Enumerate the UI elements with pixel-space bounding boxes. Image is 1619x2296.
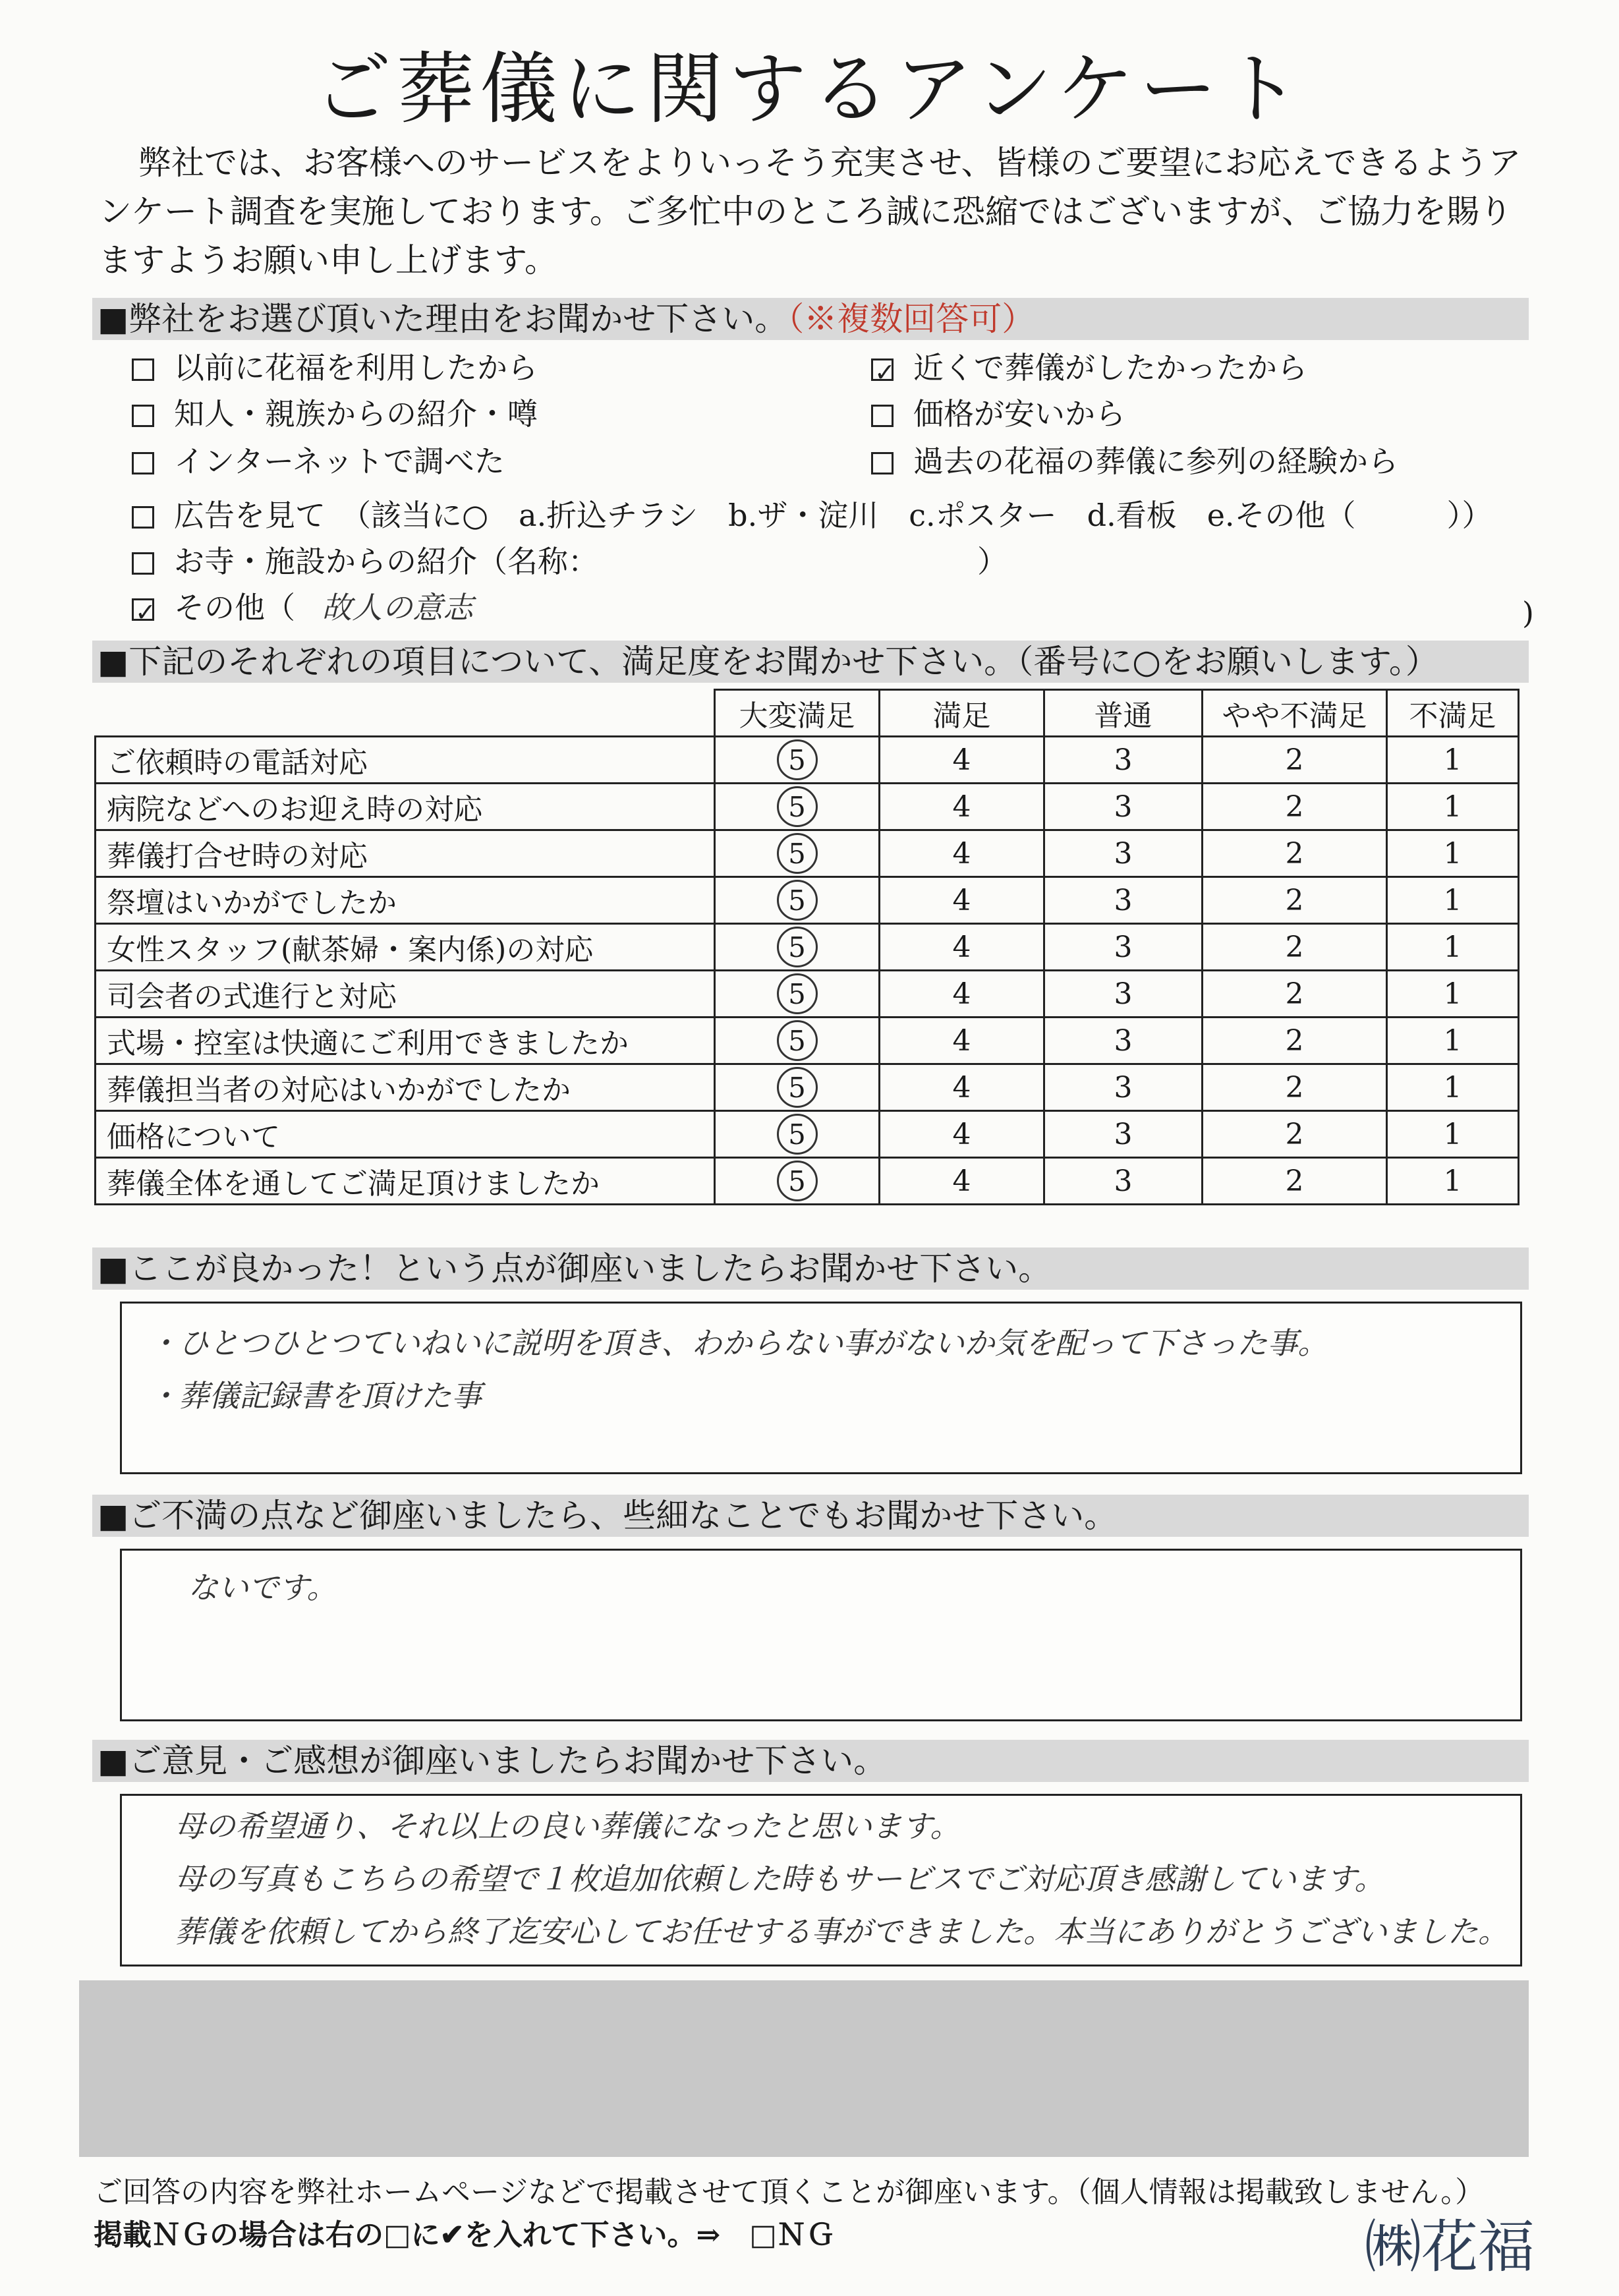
rating-5-circled[interactable]: 5 xyxy=(777,1114,818,1155)
section5-title: ■ご意見・ご感想が御座いましたらお聞かせ下さい。 xyxy=(98,1742,887,1780)
table-row: 病院などへのお迎え時の対応 5 4 3 2 1 xyxy=(96,784,1519,830)
satisfaction-table xyxy=(94,689,1520,1205)
reason-item-referral[interactable]: 知人・親族からの紹介・噂 xyxy=(132,394,538,434)
redacted-area xyxy=(79,1980,1529,2157)
table-row: 式場・控室は快適にご利用できましたか 5 4 3 2 1 xyxy=(96,1018,1519,1064)
reason-item-other[interactable]: ✓その他（ 故人の意志 xyxy=(132,588,473,627)
section3-title: ■ここが良かった！という点が御座いましたらお聞かせ下さい。 xyxy=(98,1249,1052,1288)
header-somewhat-dissatisfied: やや不満足 xyxy=(1203,690,1387,737)
comments-answer-box[interactable]: 母の希望通り、それ以上の良い葬儀になったと思います。 母の写真もこちらの希望で１枚追加依頼した時もサービスでご対応頂き感謝しています。 葬儀を依頼してから終了迄安心してお任せする事ができました。本当にありがとうございました。 xyxy=(120,1794,1522,1966)
reason-item-price[interactable]: 価格が安いから xyxy=(871,394,1125,434)
checkbox[interactable] xyxy=(132,552,154,575)
table-row: 女性スタッフ(献茶婦・案内係)の対応 5 4 3 2 1 xyxy=(96,924,1519,971)
other-answer-handwritten: 故人の意志 xyxy=(322,590,473,625)
rating-5-circled[interactable]: 5 xyxy=(777,880,818,921)
checkbox-checked[interactable] xyxy=(132,598,154,621)
table-row: 葬儀担当者の対応はいかがでしたか 5 4 3 2 1 xyxy=(96,1064,1519,1111)
rating-5-circled[interactable]: 5 xyxy=(777,1067,818,1108)
header-satisfied: 満足 xyxy=(880,690,1044,737)
checkbox[interactable] xyxy=(132,359,154,381)
rating-5-circled[interactable]: 5 xyxy=(777,739,818,780)
section1-title: ■弊社をお選び頂いた理由をお聞かせ下さい。 xyxy=(98,300,788,338)
table-row: 葬儀全体を通してご満足頂けましたか 5 4 3 2 1 xyxy=(96,1158,1519,1205)
section2-header xyxy=(92,641,1529,683)
other-close-paren: ) xyxy=(1522,595,1534,631)
rating-5-circled[interactable]: 5 xyxy=(777,1161,818,1201)
reason-item-previous-use[interactable]: 以前に花福を利用したから xyxy=(132,348,538,387)
reason-item-nearby[interactable]: ✓近くで葬儀がしたかったから xyxy=(871,348,1307,387)
complaints-answer-box[interactable]: ないです。 xyxy=(120,1549,1522,1721)
table-row: 価格について 5 4 3 2 1 xyxy=(96,1111,1519,1158)
reason-item-temple[interactable]: お寺・施設からの紹介（名称： ） xyxy=(132,542,1008,581)
checkbox[interactable] xyxy=(132,506,154,529)
header-dissatisfied: 不満足 xyxy=(1387,690,1519,737)
rating-5-circled[interactable]: 5 xyxy=(777,833,818,874)
rating-5-circled[interactable]: 5 xyxy=(777,786,818,827)
reason-item-advertisement[interactable]: 広告を見て （該当に○ a.折込チラシ b.ザ・淀川 c.ポスター d.看板 e.その他（ ）） xyxy=(132,496,1492,535)
table-row: 司会者の式進行と対応 5 4 3 2 1 xyxy=(96,971,1519,1018)
checkbox[interactable] xyxy=(871,452,894,474)
footer-ng-instruction[interactable]: 掲載ＮＧの場合は右の□に✔を入れて下さい。⇒ □ＮＧ xyxy=(94,2218,835,2252)
footer-notice: ご回答の内容を弊社ホームページなどで掲載させて頂くことが御座います。（個人情報は掲載致しません。） xyxy=(94,2175,1485,2209)
section1-header xyxy=(92,298,1529,340)
section5-header xyxy=(92,1740,1529,1782)
checkbox[interactable] xyxy=(132,452,154,474)
checkbox[interactable] xyxy=(871,405,894,427)
header-very-satisfied: 大変満足 xyxy=(715,690,880,737)
section3-header xyxy=(92,1248,1529,1290)
checkbox[interactable] xyxy=(132,405,154,427)
section4-title: ■ご不満の点など御座いましたら、些細なことでもお聞かせ下さい。 xyxy=(98,1497,1118,1535)
reason-item-internet[interactable]: インターネットで調べた xyxy=(132,442,505,481)
intro-text: 弊社では、お客様へのサービスをよりいっそう充実させ、皆様のご要望にお応えできるようアンケート調査を実施しております。ご多忙中のところ誠に恐縮ではございますが、ご協力を賜りますようお願い申し上げます。 xyxy=(99,144,1521,279)
company-logo: ㈱花福 xyxy=(1365,2214,1535,2280)
reason-item-past-attendance[interactable]: 過去の花福の葬儀に参列の経験から xyxy=(871,442,1398,481)
header-neutral: 普通 xyxy=(1044,690,1203,737)
section2-title: ■下記のそれぞれの項目について、満足度をお聞かせ下さい。（番号に○をお願いします。） xyxy=(98,643,1438,681)
section1-note: （※複数回答可） xyxy=(787,300,1035,338)
good-points-answer-box[interactable]: ・ひとつひとつていねいに説明を頂き、わからない事がないか気を配って下さった事。 ・葬儀記録書を頂けた事 xyxy=(120,1302,1522,1474)
page-title: ご葬儀に関するアンケート xyxy=(314,43,1305,134)
table-row: ご依頼時の電話対応 5 4 3 2 1 xyxy=(96,737,1519,784)
rating-5-circled[interactable]: 5 xyxy=(777,1020,818,1061)
table-row: 葬儀打合せ時の対応 5 4 3 2 1 xyxy=(96,830,1519,877)
checkbox-checked[interactable] xyxy=(871,359,894,381)
table-row: 祭壇はいかがでしたか 5 4 3 2 1 xyxy=(96,877,1519,924)
section4-header xyxy=(92,1495,1529,1537)
rating-5-circled[interactable]: 5 xyxy=(777,973,818,1014)
rating-5-circled[interactable]: 5 xyxy=(777,927,818,967)
